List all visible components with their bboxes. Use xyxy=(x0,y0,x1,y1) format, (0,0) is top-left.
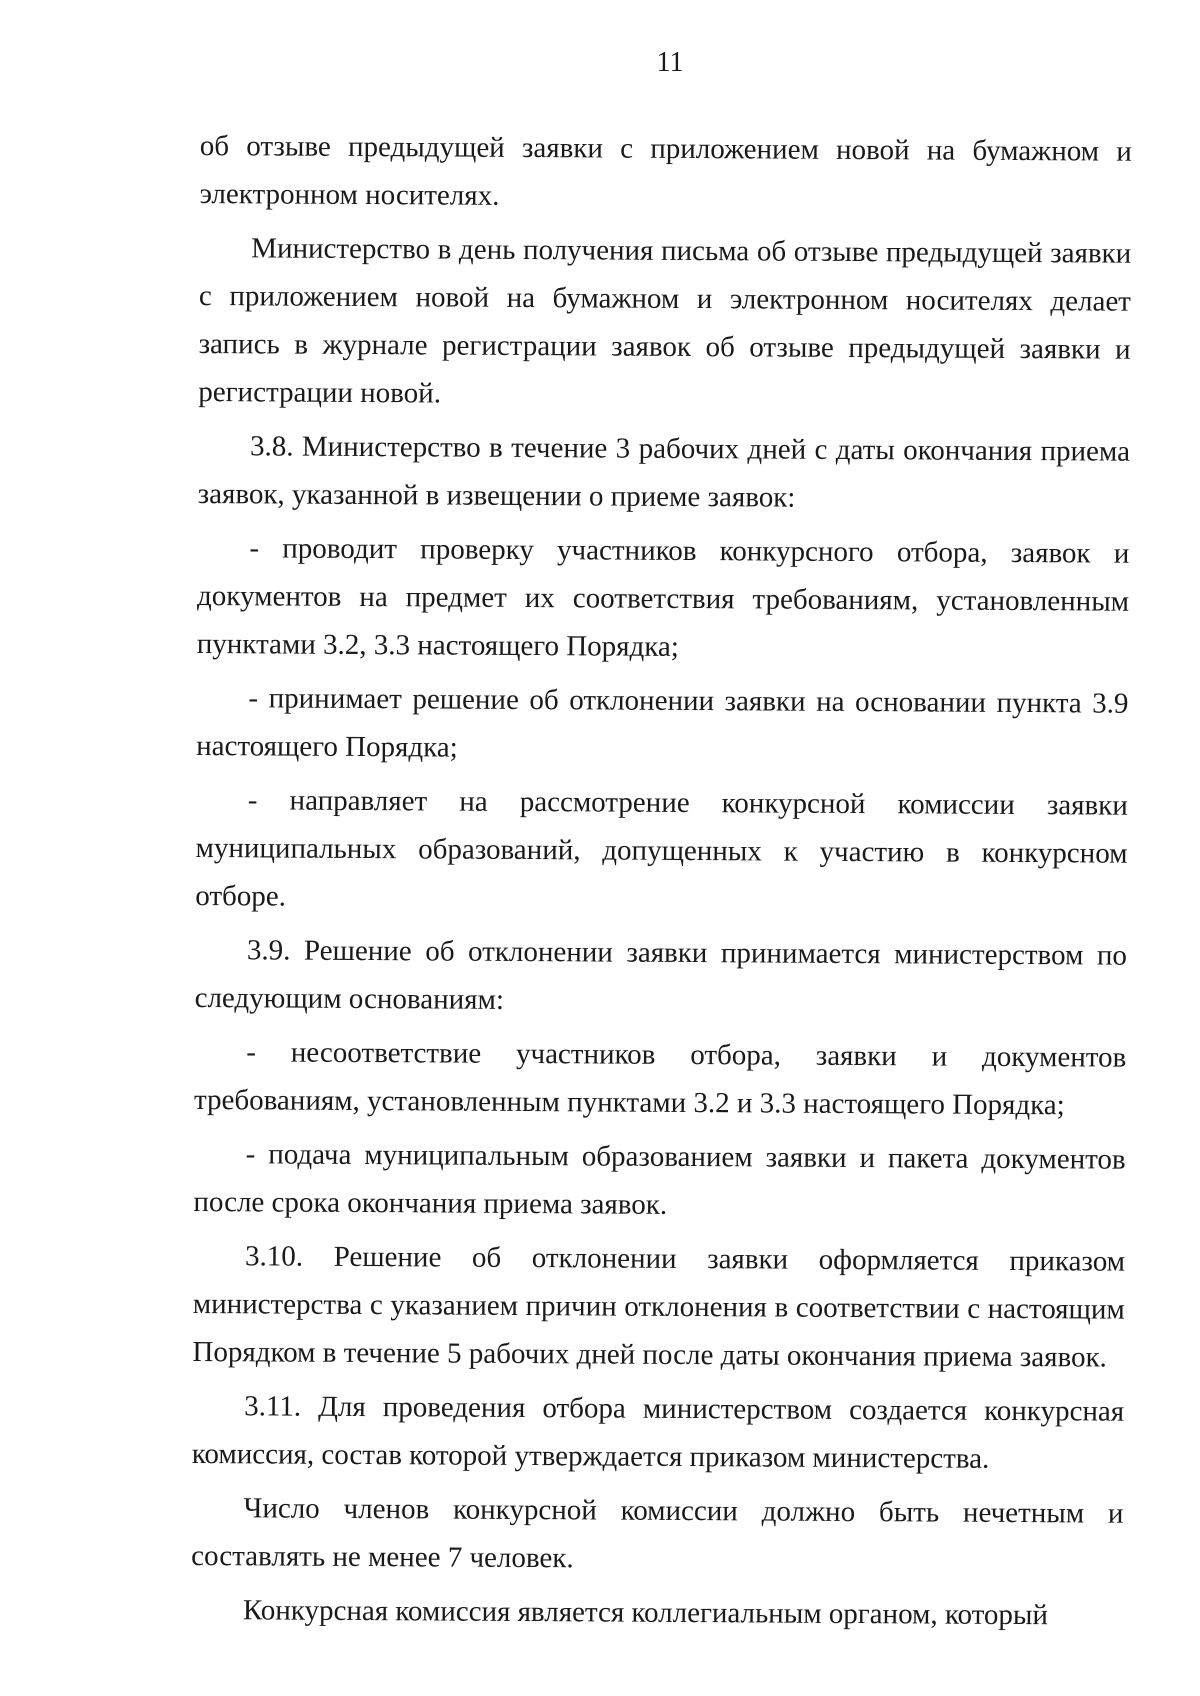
paragraph-3-10: 3.10. Решение об отклонении заявки оформляется приказом министерства с указанием причин отклонения в соответствии с настоящим Порядком в течение 5 рабочих дней после даты окончания приема заявок. xyxy=(192,1240,1126,1374)
paragraph-commission-body: Конкурсная комиссия является коллегиальным органом, который xyxy=(242,1594,1049,1632)
list-item-send-to-commission: - направляет на рассмотрение конкурсной комиссии заявки муниципальных образований, допущенных к участию в конкурсном отборе. xyxy=(195,784,1128,913)
paragraph-3-8: 3.8. Министерство в течение 3 рабочих дней с даты окончания приема заявок, указанной в извещении о приеме заявок: xyxy=(197,430,1131,514)
paragraph-3-9: 3.9. Решение об отклонении заявки принимается министерством по следующим основаниям: xyxy=(194,934,1128,1016)
document-body xyxy=(191,122,1132,1646)
list-item-check-participants: - проводит проверку участников конкурсного отбора, заявок и документов на предмет их соответствия требованиям, установленным пунктами 3.2, 3.3 настоящего Порядка; xyxy=(196,532,1130,663)
paragraph-3-11: 3.11. Для проведения отбора министерством создается конкурсная комиссия, состав которой утверждается приказом министерства. xyxy=(191,1390,1125,1475)
list-item-nonconformity: - несоответствие участников отбора, заявки и документов требованиям, установленным пунктами 3.2 и 3.3 настоящего Порядка; xyxy=(193,1036,1127,1122)
page-number: 11 xyxy=(656,47,684,78)
paragraph-ministry-record: Министерство в день получения письма об отзыве предыдущей заявки с приложением новой на бумажном и электронном носителях делает запись в журнале регистрации заявок об отзыве предыдущей заявки и регистрации новой. xyxy=(198,232,1132,410)
list-item-late-submission: - подача муниципальным образованием заявки и пакета документов после срока окончания приема заявок. xyxy=(193,1138,1126,1221)
list-item-reject-decision: - принимает решение об отклонении заявки на основании пункта 3.9 настоящего Порядка; xyxy=(196,682,1129,764)
paragraph-continuation: об отзыве предыдущей заявки с приложением новой на бумажном и электронном носителях. xyxy=(199,129,1132,212)
paragraph-commission-size: Число членов конкурсной комиссии должно быть нечетным и составлять не менее 7 человек. xyxy=(191,1492,1124,1575)
